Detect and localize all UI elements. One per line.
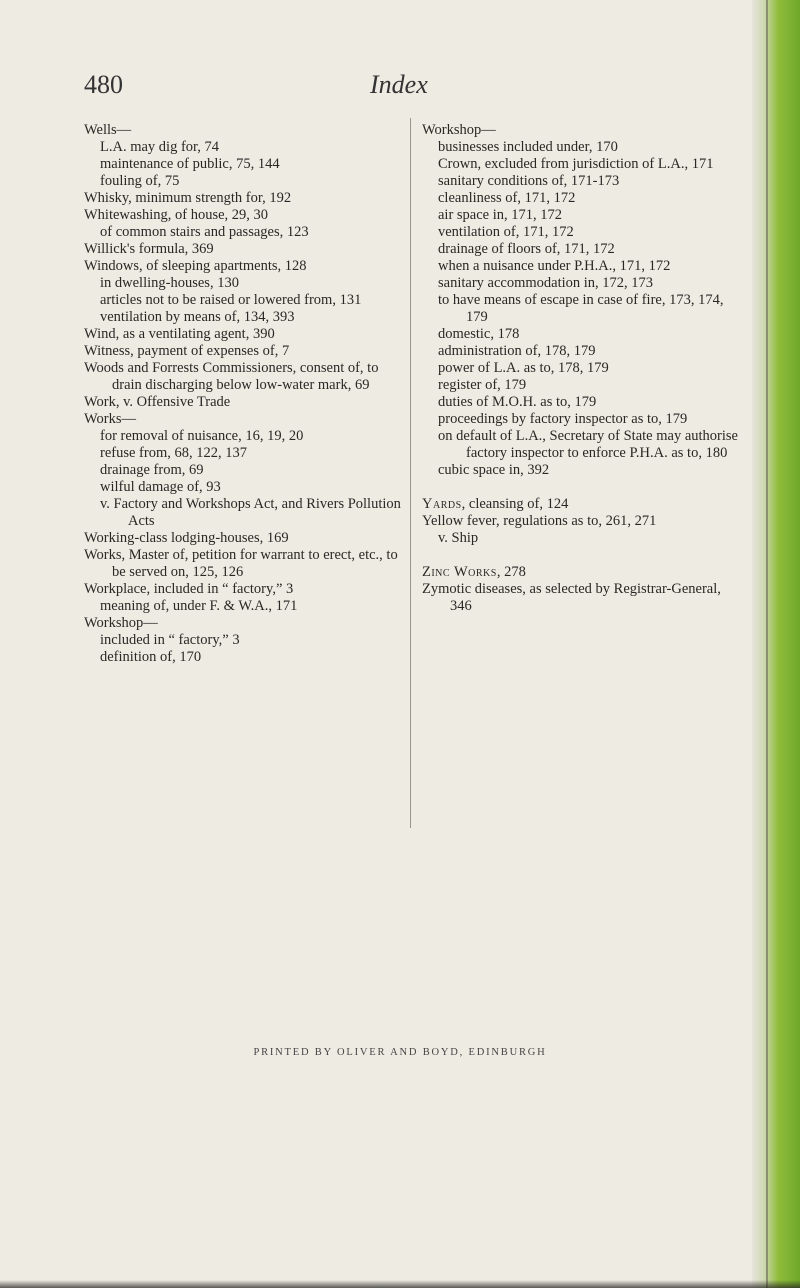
index-entry: Working-class lodging-houses, 169: [84, 530, 289, 546]
bottom-shadow: [0, 1280, 800, 1288]
index-entry: Zymotic diseases, as selected by Registrar-General, 346: [422, 581, 721, 614]
index-entry: wilful damage of, 93: [100, 479, 221, 495]
page-edge-line: [766, 0, 768, 1288]
index-entry-heading: Yards: [422, 496, 462, 512]
column-divider: [410, 118, 411, 828]
index-entry: administration of, 178, 179: [438, 343, 596, 359]
index-entry: Works, Master of, petition for warrant to erect, etc., to be served on, 125, 126: [84, 547, 398, 580]
index-entry: Windows, of sleeping apartments, 128: [84, 258, 307, 274]
index-entry: Workshop—: [84, 615, 158, 631]
index-entry: proceedings by factory inspector as to, 179: [438, 411, 688, 427]
index-entry: Witness, payment of expenses of, 7: [84, 343, 290, 359]
index-entry: Whitewashing, of house, 29, 30: [84, 207, 269, 223]
index-entry: to have means of escape in case of fire, 173, 174, 179: [438, 292, 724, 325]
index-entry-rest: , 278: [496, 564, 526, 580]
index-entry: on default of L.A., Secretary of State may authorise factory inspector to enforce P.H.A. as to, 180: [438, 428, 738, 461]
index-entry: included in “ factory,” 3: [100, 632, 240, 648]
index-entry: cleanliness of, 171, 172: [438, 190, 576, 206]
index-column-left: [84, 122, 406, 666]
index-entry: Whisky, minimum strength for, 192: [84, 190, 292, 206]
index-entry: Wind, as a ventilating agent, 390: [84, 326, 275, 342]
index-column-right: [422, 122, 742, 615]
index-entry: businesses included under, 170: [438, 139, 618, 155]
index-entry: fouling of, 75: [100, 173, 180, 189]
index-entry: definition of, 170: [100, 649, 202, 665]
index-entry: L.A. may dig for, 74: [100, 139, 220, 155]
index-entry: ventilation of, 171, 172: [438, 224, 574, 240]
index-entry: Workplace, included in “ factory,” 3: [84, 581, 294, 597]
page-number: 480: [84, 70, 123, 99]
index-entry: [422, 496, 742, 513]
index-entry: drainage of floors of, 171, 172: [438, 241, 615, 257]
index-entry: power of L.A. as to, 178, 179: [438, 360, 609, 376]
index-entry-heading: Zinc Works: [422, 564, 497, 580]
index-entry: domestic, 178: [438, 326, 520, 342]
index-entry: Work, v. Offensive Trade: [84, 394, 231, 410]
index-entry: Workshop—: [422, 122, 496, 138]
index-entry: for removal of nuisance, 16, 19, 20: [100, 428, 304, 444]
index-entry: articles not to be raised or lowered from, 131: [100, 292, 362, 308]
index-entry: [422, 564, 742, 581]
index-entry: air space in, 171, 172: [438, 207, 563, 223]
index-entry: when a nuisance under P.H.A., 171, 172: [438, 258, 671, 274]
index-entry: sanitary accommodation in, 172, 173: [438, 275, 654, 291]
index-entry-rest: , cleansing of, 124: [461, 496, 569, 512]
index-entry: cubic space in, 392: [438, 462, 550, 478]
page-title: Index: [370, 70, 428, 99]
index-entry: register of, 179: [438, 377, 527, 393]
index-entry: Wells—: [84, 122, 132, 138]
index-entry: Crown, excluded from jurisdiction of L.A., 171: [438, 156, 714, 172]
printer-imprint: PRINTED BY OLIVER AND BOYD, EDINBURGH: [253, 1047, 547, 1058]
index-entry: Yellow fever, regulations as to, 261, 271: [422, 513, 657, 529]
index-entry: in dwelling-houses, 130: [100, 275, 239, 291]
index-entry: duties of M.O.H. as to, 179: [438, 394, 597, 410]
index-entry: drainage from, 69: [100, 462, 204, 478]
index-entry: Woods and Forrests Commissioners, consent of, to drain discharging below low-water mark, 69: [84, 360, 379, 393]
index-entry: Works—: [84, 411, 136, 427]
index-entry: of common stairs and passages, 123: [100, 224, 309, 240]
index-entry: sanitary conditions of, 171-173: [438, 173, 620, 189]
index-entry: ventilation by means of, 134, 393: [100, 309, 295, 325]
index-entry: refuse from, 68, 122, 137: [100, 445, 247, 461]
index-entry: v. Factory and Workshops Act, and Rivers Pollution Acts: [100, 496, 401, 529]
page-edge: [752, 0, 800, 1288]
index-entry: meaning of, under F. & W.A., 171: [100, 598, 298, 614]
index-entry: Willick's formula, 369: [84, 241, 214, 257]
index-entry: v. Ship: [438, 530, 479, 546]
index-entry: maintenance of public, 75, 144: [100, 156, 280, 172]
